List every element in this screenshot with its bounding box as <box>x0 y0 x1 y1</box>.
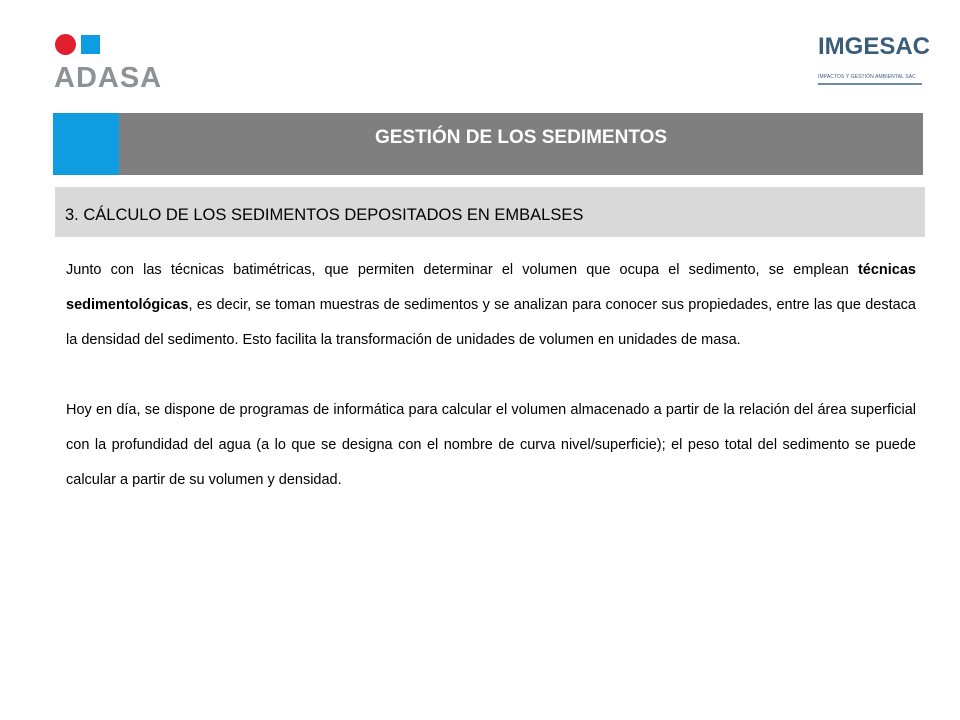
paragraph-1 <box>66 253 916 358</box>
paragraph-1-bold-term: técnicas sedimentológicas <box>66 262 916 313</box>
adasa-wordmark: ADASA <box>54 62 163 94</box>
section-header <box>55 187 925 237</box>
imgesac-tagline: IMPACTOS Y GESTIÓN AMBIENTAL SAC <box>818 74 916 80</box>
red-circle-icon <box>55 34 76 55</box>
imgesac-logo <box>818 32 931 94</box>
imgesac-wordmark: IMGESAC <box>818 33 931 60</box>
imgesac-underline <box>818 83 922 85</box>
page-title: GESTIÓN DE LOS SEDIMENTOS <box>374 127 668 148</box>
title-accent-block <box>53 113 119 175</box>
adasa-logo <box>54 32 194 96</box>
paragraph-2: Hoy en día, se dispone de programas de informática para calcular el volumen almacenado a partir de la relación del área superficial con la profundidad del agua (a lo que se designa con el nombre de curva nivel/superficie); el peso total del sedimento se puede calcular a partir de su volumen y densidad. <box>66 402 916 488</box>
blue-square-icon <box>81 35 100 54</box>
section-title: 3. CÁLCULO DE LOS SEDIMENTOS DEPOSITADOS EN EMBALSES <box>65 206 584 224</box>
paragraph-1-start: Junto con las técnicas batimétricas, que permiten determinar el volumen que ocupa el sedimento, se emplean <box>66 262 858 278</box>
title-bar <box>53 113 923 175</box>
body-text <box>66 253 916 533</box>
paragraph-1-end: , es decir, se toman muestras de sedimentos y se analizan para conocer sus propiedades, entre las que destaca la densidad del sedimento. Esto facilita la transformación de unidades de volumen en unidades de masa. <box>66 297 916 348</box>
